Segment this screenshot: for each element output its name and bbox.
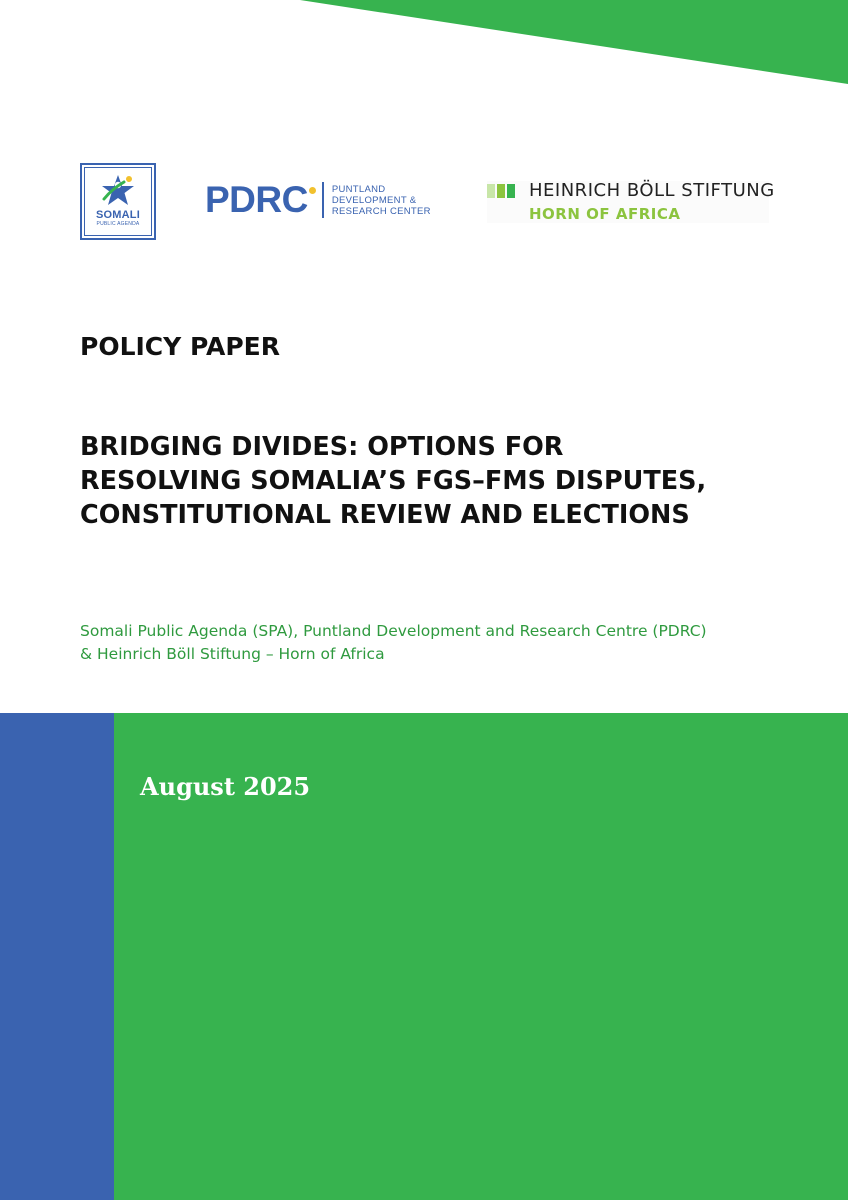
document-title [80, 430, 780, 532]
hbs-squares-icon [487, 184, 517, 198]
pdrc-yellow-dot [309, 187, 316, 194]
hbs-logo-name: HEINRICH BÖLL STIFTUNG [529, 180, 775, 201]
top-green-shape [300, 0, 848, 84]
title-line-3: CONSTITUTIONAL REVIEW AND ELECTIONS [80, 500, 690, 530]
document-date: August 2025 [140, 772, 311, 801]
authors-line-1: Somali Public Agenda (SPA), Puntland Development and Research Centre (PDRC) [80, 622, 707, 640]
top-green-banner [0, 0, 848, 90]
pdrc-logo-wordmark [205, 180, 308, 220]
authors-line-2: & Heinrich Böll Stiftung – Horn of Africa [80, 645, 385, 663]
pdrc-logo [205, 180, 431, 220]
heinrich-boll-stiftung-logo [487, 180, 775, 223]
pdrc-divider [322, 182, 324, 218]
document-type: POLICY PAPER [80, 332, 280, 361]
title-line-1: BRIDGING DIVIDES: OPTIONS FOR [80, 432, 564, 462]
hbs-logo-subtitle: HORN OF AFRICA [529, 205, 681, 223]
hbs-square-3 [507, 184, 515, 198]
star-figure-icon [98, 173, 138, 209]
title-line-2: RESOLVING SOMALIA’S FGS–FMS DISPUTES, [80, 466, 707, 496]
somali-public-agenda-logo [80, 163, 156, 240]
bottom-blue-band [0, 713, 114, 1200]
hbs-square-1 [487, 184, 495, 198]
document-authors [80, 620, 800, 666]
spa-logo-name: SOMALI [96, 209, 140, 221]
pdrc-line-3: RESEARCH CENTER [331, 205, 431, 217]
spa-logo-frame [84, 167, 152, 236]
pdrc-logo-text [332, 184, 431, 217]
hbs-square-2 [497, 184, 505, 198]
spa-logo-subtitle: PUBLIC AGENDA [96, 221, 140, 227]
pdrc-logo-name: PDRC [205, 179, 308, 220]
pdrc-line-2: DEVELOPMENT & [331, 194, 417, 206]
pdrc-line-1: PUNTLAND [331, 183, 386, 195]
